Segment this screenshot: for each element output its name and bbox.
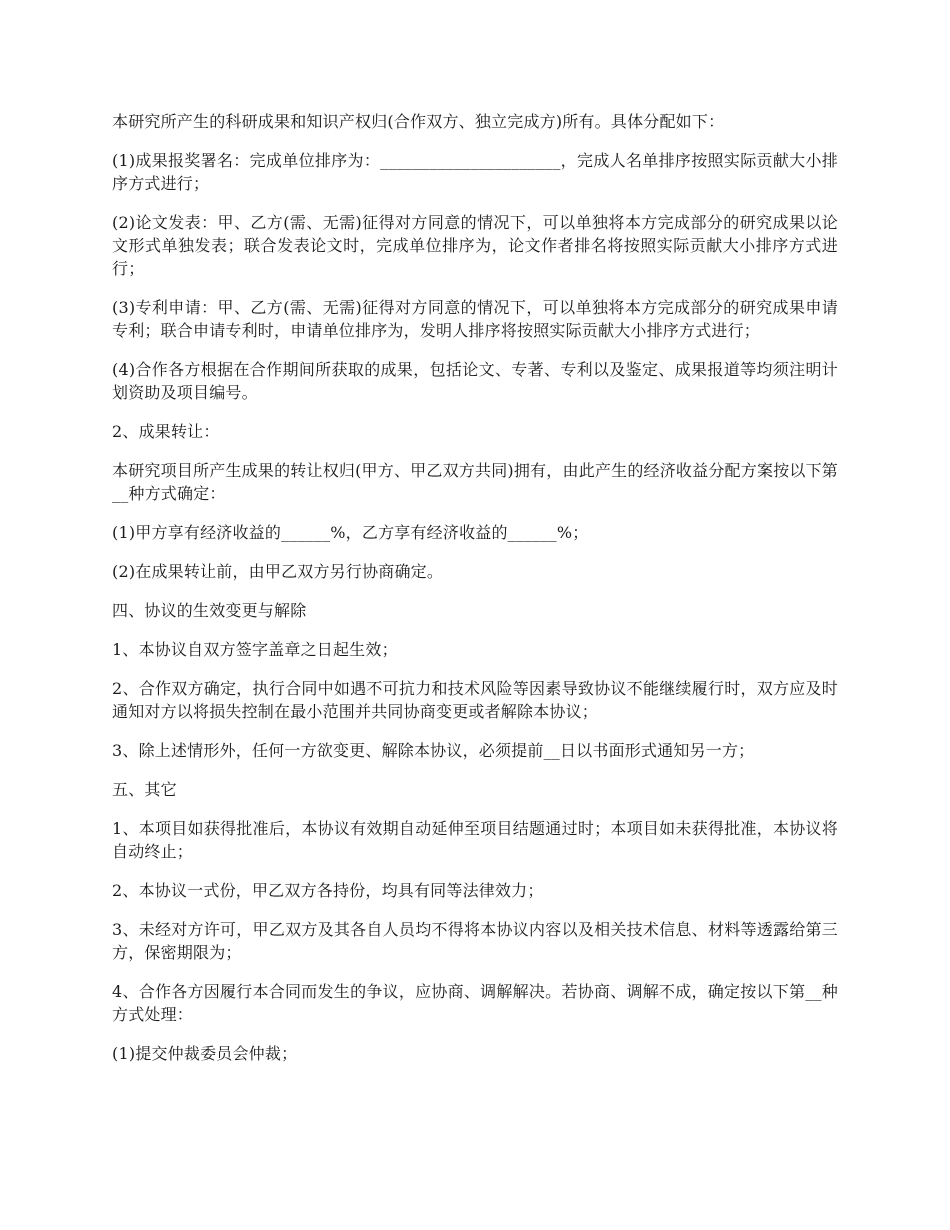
document-page bbox=[112, 110, 838, 1081]
section-heading-other: 五、其它 bbox=[112, 780, 177, 799]
paragraph-patent-application: (3)专利申请：甲、乙方(需、无需)征得对方同意的情况下，可以单独将本方完成部分的研究成果申请专利；联合申请专利时，申请单位排序为，发明人排序将按照实际贡献大小排序方式进行； bbox=[112, 298, 838, 340]
section-heading-effect-change-termination: 四、协议的生效变更与解除 bbox=[112, 601, 307, 620]
paragraph-effective-date: 1、本协议自双方签字盖章之日起生效； bbox=[112, 640, 398, 659]
paragraph-copies: 2、本协议一式份，甲乙双方各持份，均具有同等法律效力； bbox=[112, 881, 544, 900]
paragraph-notice-of-change: 3、除上述情形外，任何一方欲变更、解除本协议，必须提前__日以书面形式通知另一方； bbox=[112, 741, 755, 760]
paragraph-paper-publication: (2)论文发表：甲、乙方(需、无需)征得对方同意的情况下，可以单独将本方完成部分的研究成果以论文形式单独发表；联合发表论文时，完成单位排序为，论文作者排名将按照实际贡献大小排序方式进行； bbox=[112, 213, 838, 278]
paragraph-ip-ownership: 本研究所产生的科研成果和知识产权归(合作双方、独立完成方)所有。具体分配如下： bbox=[112, 112, 725, 131]
paragraph-negotiate-before-transfer: (2)在成果转让前，由甲乙双方另行协商确定。 bbox=[112, 562, 444, 581]
paragraph-award-credit: (1)成果报奖署名：完成单位排序为：______________________，完成人名单排序按照实际贡献大小排序方式进行； bbox=[112, 151, 838, 193]
paragraph-dispute-resolution: 4、合作各方因履行本合同而发生的争议，应协商、调解解决。若协商、调解不成，确定按以下第__种方式处理： bbox=[112, 982, 838, 1024]
paragraph-confidentiality: 3、未经对方许可，甲乙双方及其各自人员均不得将本协议内容以及相关技术信息、材料等透露给第三方，保密期限为； bbox=[112, 920, 838, 962]
paragraph-transfer-rights: 本研究项目所产生成果的转让权归(甲方、甲乙双方共同)拥有，由此产生的经济收益分配方案按以下第__种方式确定： bbox=[112, 461, 838, 503]
paragraph-force-majeure: 2、合作双方确定，执行合同中如遇不可抗力和技术风险等因素导致协议不能继续履行时，双方应及时通知对方以将损失控制在最小范围并共同协商变更或者解除本协议； bbox=[112, 679, 838, 721]
paragraph-revenue-share: (1)甲方享有经济收益的______%，乙方享有经济收益的______%； bbox=[112, 523, 589, 542]
heading-result-transfer: 2、成果转让： bbox=[112, 422, 220, 441]
paragraph-validity-period: 1、本项目如获得批准后，本协议有效期自动延伸至项目结题通过时；本项目如未获得批准，本协议将自动终止； bbox=[112, 819, 838, 861]
paragraph-arbitration: (1)提交仲裁委员会仲裁； bbox=[112, 1044, 298, 1063]
paragraph-funding-acknowledgement: (4)合作各方根据在合作期间所获取的成果，包括论文、专著、专利以及鉴定、成果报道等均须注明计划资助及项目编号。 bbox=[112, 360, 838, 402]
